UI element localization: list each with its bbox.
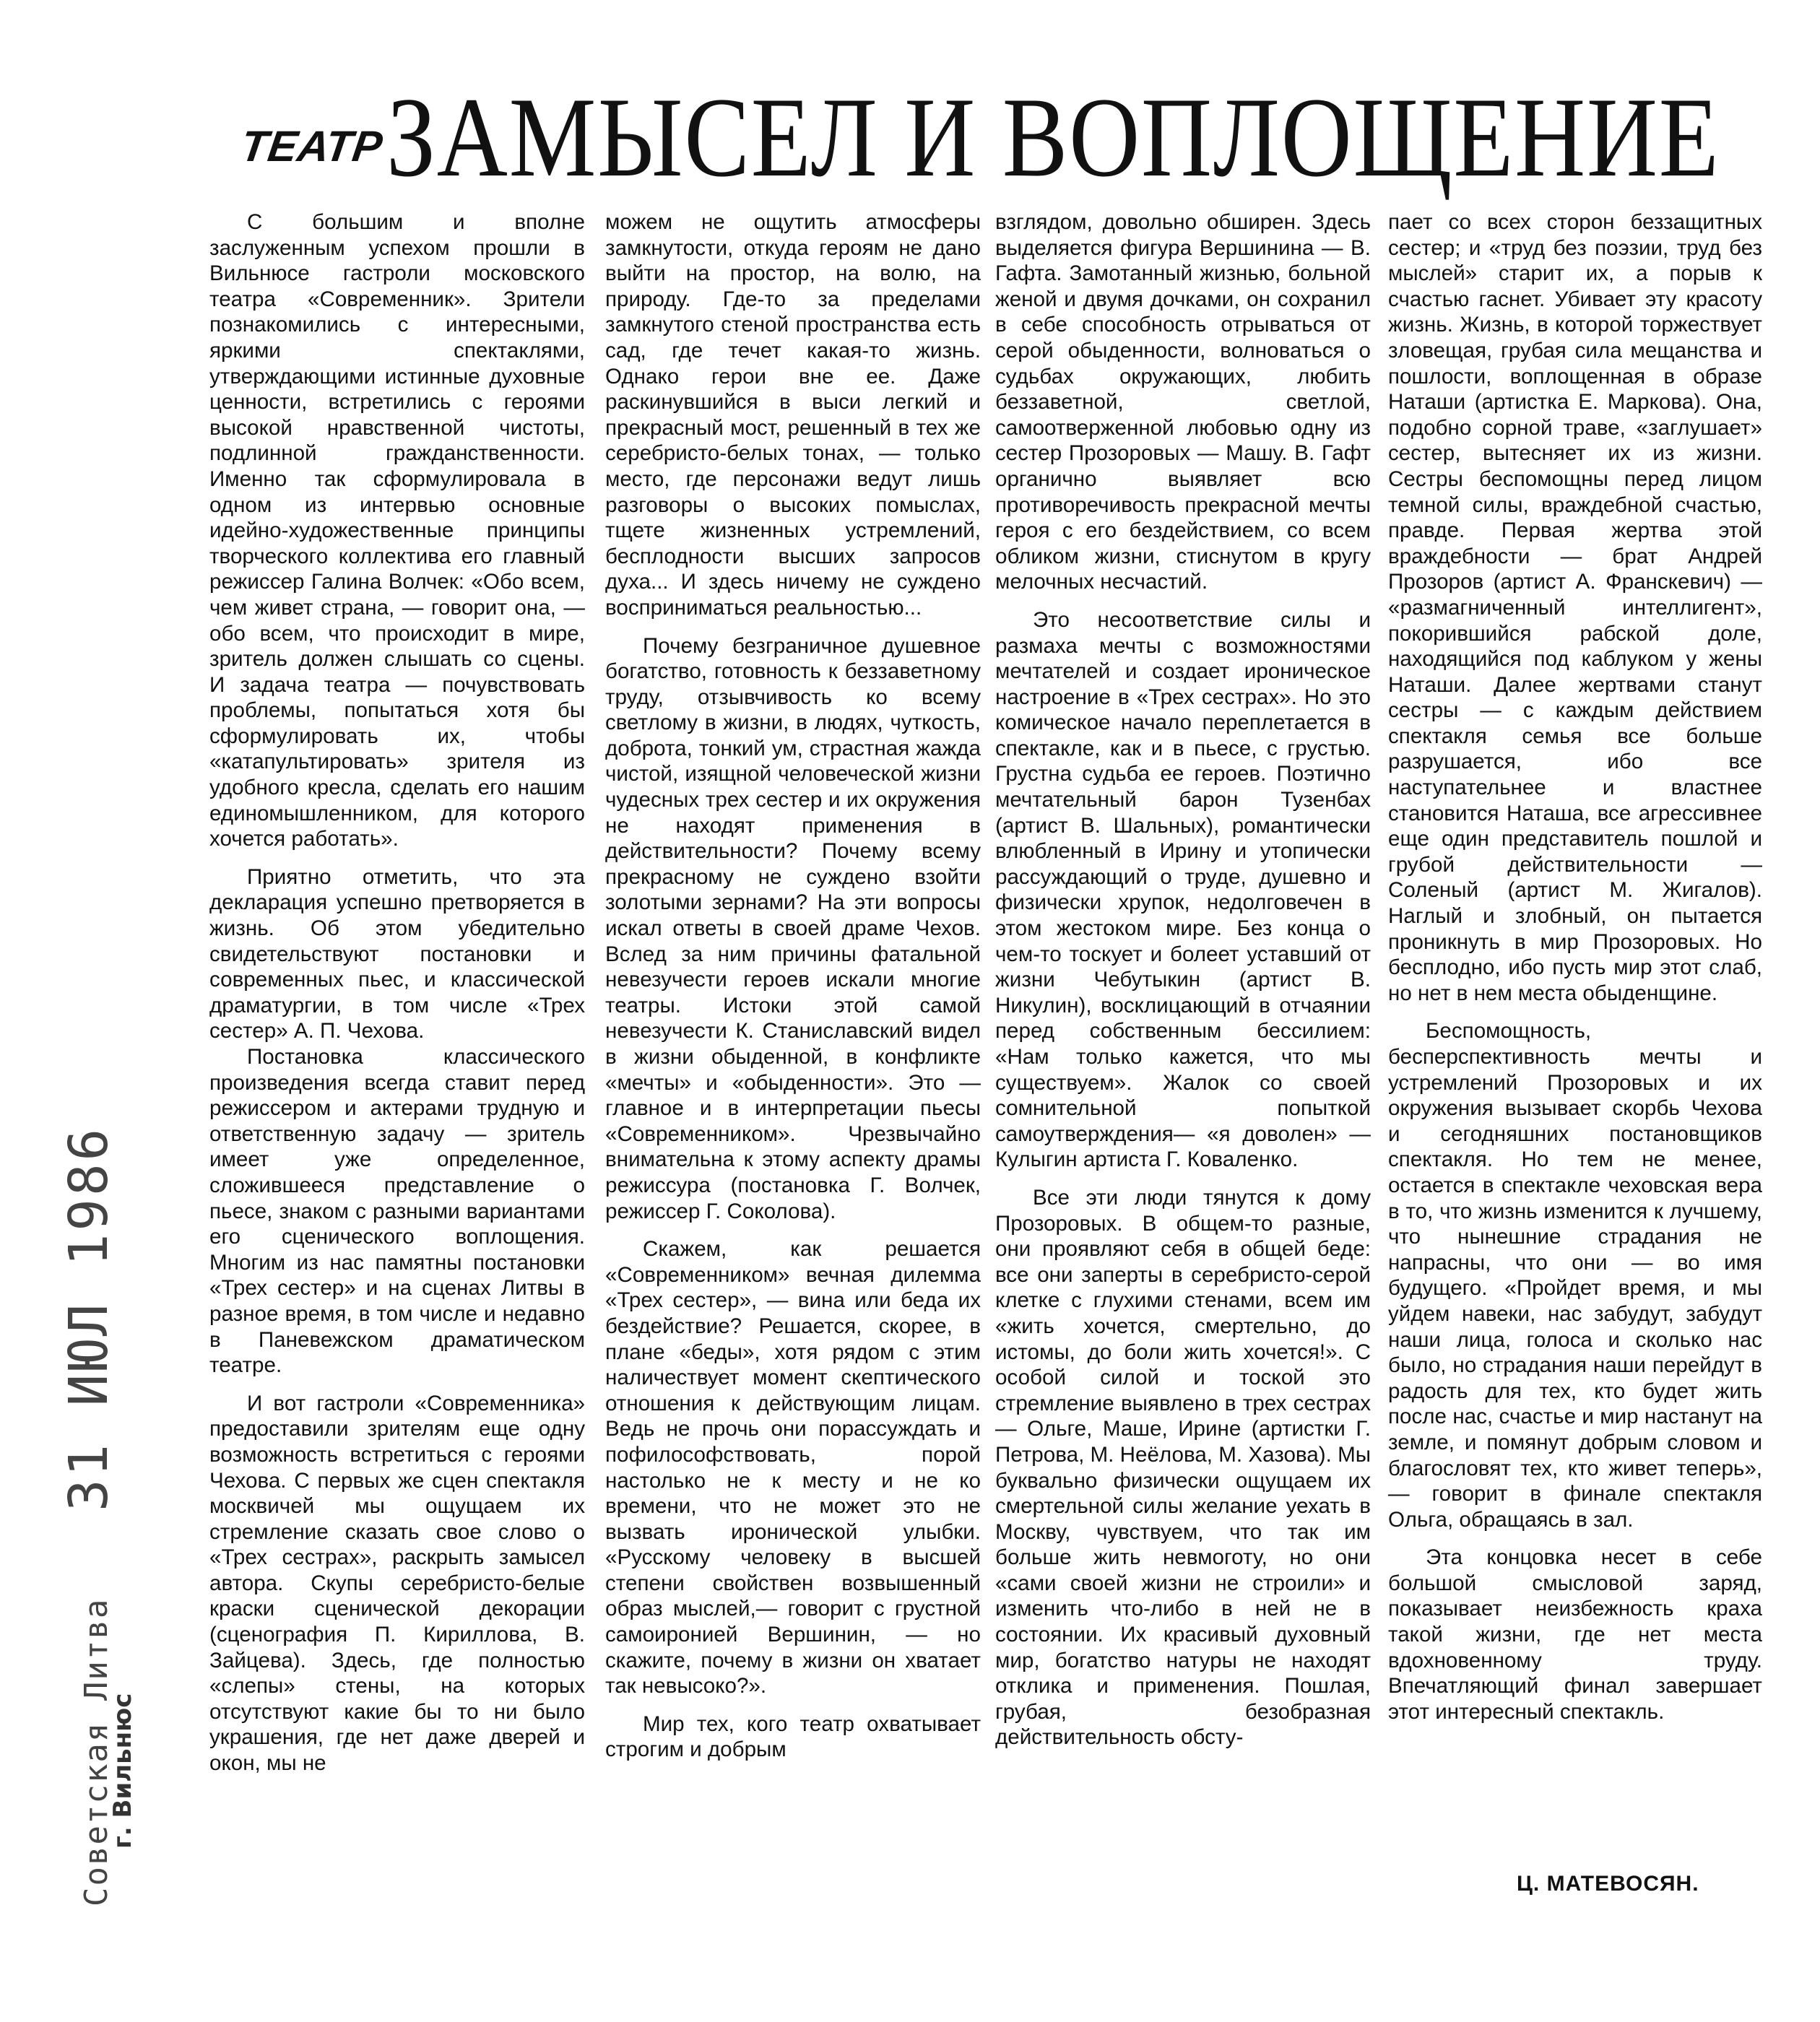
article-column-2 bbox=[605, 209, 981, 1763]
paragraph: Все эти люди тянутся к дому Прозоровых. В общем-то разные, они проявляют себя в общей беде: все они заперты в серебристо-серой клетке с глухими стенами, всем им «жить хочется, смертельно, до истомы, до боли жить хочется!». С особой силой и тоской это стремление выявлено в трех сестрах — Ольге, Маше, Ирине (артистки Г. Петрова, М. Неёлова, М. Хазова). Мы буквально физически ощущаем их смертельной силы желание уехать в Москву, чувствуем, что так им больше жить невмоготу, но они «сами своей жизни не строили» и изменить что-либо в ней не в состоянии. Их красивый духовный мир, богатство натуры не находят отклика и применения. Пошлая, грубая, безобразная действительность обсту- bbox=[995, 1185, 1371, 1750]
paragraph: С большим и вполне заслуженным успехом прошли в Вильнюсе гастроли московского театра «Современник». Зрители познакомились с интересными, яркими спектаклями, утверждающими истинные духовные ценности, встретились с героями высокой нравственной чистоты, подлинной гражданственности. Именно так сформулировала в одном из интервью основные идейно-художественные принципы творческого коллектива его главный режиссер Галина Волчек: «Обо всем, чем живет страна, — говорит она, — обо всем, что происходит в мире, зритель должен слышать со сцены. И задача театра — почувствовать проблемы, попытаться хотя бы сформулировать их, чтобы «катапультировать» зрителя из удобного кресла, сделать его нашим единомышленником, для которого хочется работать». bbox=[209, 210, 585, 851]
paragraph: Приятно отметить, что эта декларация успешно претворяется в жизнь. Об этом убедительно свидетельствуют постановки и современных пьес, и классической драматургии, в том числе «Трех сестер» А. П. Чехова. bbox=[209, 864, 585, 1043]
stamp-city: г. Вильнюс bbox=[108, 1693, 137, 1849]
paragraph: И вот гастроли «Современника» предоставили зрителям еще одну возможность встретиться с героями Чехова. С первых же сцен спектакля москвичей мы ощущаем их стремление сказать свое слово о «Трех сестрах», раскрыть замысел автора. Скупы серебристо-белые краски сценической декорации (сценография П. Кириллова, В. Зайцева). Здесь, где полностью «слепы» стены, на которых отсутствуют какие бы то ни было украшения, где нет даже дверей и окон, мы не bbox=[209, 1391, 585, 1776]
paragraph: Это несоответствие силы и размаха мечты с возможностями мечтателей и создает ироническое настроение в «Трех сестрах». Но это комическое начало переплетается в спектакле, как и в пьесе, с грустью. Грустна судьба ее героев. Поэтично мечтательный барон Тузенбах (артист В. Шальных), романтически влюбленный в Ирину и утопически рассуждающий о труде, душевно и физически хрупок, недолговечен в этом жестоком мире. Без конца о чем-то тоскует и болеет уставший от жизни Чебутыкин (артист В. Никулин), восклицающий в отчаянии перед собственным бессилием: «Нам только кажется, что мы существуем». Жалок со своей сомнительной попыткой самоутверждения— «я доволен» — Кулыгин артиста Г. Коваленко. bbox=[995, 607, 1371, 1172]
stamp-newspaper-name: Советская Литва bbox=[78, 1597, 115, 1906]
author-signature: Ц. МАТЕВОСЯН. bbox=[1517, 1872, 1699, 1896]
article-column-1 bbox=[209, 209, 585, 1776]
paragraph: можем не ощутить атмосферы замкнутости, откуда героям не дано выйти на простор, на волю, на природу. Где-то за пределами замкнутого стеной пространства есть сад, где течет какая-то жизнь. Однако герои вне ее. Даже раскинувшийся в выси легкий и прекрасный мост, решенный в тех же серебристо-белых тонах, — только место, где персонажи ведут лишь разговоры о высоких помыслах, тщете жизненных устремлений, бесплодности высших запросов духа... И здесь ничему не суждено восприниматься реальностью... bbox=[605, 210, 981, 620]
article-header bbox=[231, 74, 1777, 202]
article-column-4 bbox=[1388, 209, 1762, 1724]
paragraph: Скажем, как решается «Современником» вечная дилемма «Трех сестер», — вина или беда их бездействие? Решается, скорее, в плане «беды», хотя рядом с этим наличествует момент скептического отношения к действующим лицам. Ведь не прочь они порассуждать и пофилософствовать, порой настолько не к месту и не ко времени, что не может это не вызвать иронической улыбки. «Русскому человеку в высшей степени свойствен возвышенный образ мыслей,— говорит с грустной самоиронией Вершинин, — но скажите, почему в жизни он хватает так невысоко?». bbox=[605, 1237, 981, 1698]
paragraph: Эта концовка несет в себе большой смысловой заряд, показывает неизбежность краха такой жизни, где нет места вдохновенному труду. Впечатляющий финал завершает этот интересный спектакль. bbox=[1388, 1545, 1762, 1724]
paragraph: Мир тех, кого театр охватывает строгим и добрым bbox=[605, 1711, 981, 1762]
paragraph: взглядом, довольно обширен. Здесь выделяется фигура Вершинина — В. Гафта. Замотанный жизнью, больной женой и двумя дочками, он сохранил в себе способность отрываться от серой обыденности, волноваться о судьбах окружающих, любить беззаветной, светлой, самоотверженной любовью одну из сестер Прозоровых — Машу. В. Гафт органично выявляет всю противоречивость прекрасной мечты героя с его бездействием, со всем обликом жизни, стиснутом в кругу мелочных несчастий. bbox=[995, 210, 1371, 594]
stamp-date: 31 ИЮЛ 1986 bbox=[58, 1125, 120, 1511]
section-rubric: ТЕАТР bbox=[238, 122, 386, 170]
paragraph: Постановка классического произведения всегда ставит перед режиссером и актерами трудную и ответственную задачу — зритель имеет уже определенное, сложившееся представление о пьесе, знаком с разными вариантами его сценического воплощения. Многим из нас памятны постановки «Трех сестер» и на сценах Литвы в разное время, в том числе и недавно в Паневежском драматическом театре. bbox=[209, 1045, 585, 1378]
paragraph: Беспомощность, бесперспективность мечты и устремлений Прозоровых и их окружения вызывает скорбь Чехова и сегодняшних постановщиков спектакля. Но тем не менее, остается в спектакле чеховская вера в то, что жизнь изменится к лучшему, что нынешние страдания не напрасны, что они — во имя будущего. «Пройдет время, и мы уйдем навеки, нас забудут, забудут наши лица, голоса и сколько нас было, но страдания наши перейдут в радость для тех, кто будет жить после нас, счастье и мир настанут на земле, и помянут добрым словом и благословят тех, кто живет теперь», — говорит в финале спектакля Ольга, обращаясь в зал. bbox=[1388, 1019, 1762, 1532]
article-column-3 bbox=[995, 209, 1371, 1750]
article-title: ЗАМЫСЕЛ И ВОПЛОЩЕНИЕ bbox=[386, 74, 1720, 201]
paragraph: Почему безграничное душевное богатство, готовность к беззаветному труду, отзывчивость ко всему светлому в жизни, в людях, чуткость, доброта, тонкий ум, страстная жажда чистой, изящной человеческой жизни чудесных трех сестер и их окружения не находят применения в действительности? Почему всему прекрасному не суждено взойти золотыми зернами? На эти вопросы искал ответы в своей драме Чехов. Вслед за ним причины фатальной невезучести героев искали многие театры. Истоки этой самой невезучести К. Станиславский видел в жизни обыденной, в конфликте «мечты» и «обыденности». Это — главное и в интерпретации пьесы «Современником». Чрезвычайно внимательна к этому аспекту драмы режиссура (постановка Г. Волчек, режиссер Г. Соколова). bbox=[605, 633, 981, 1223]
paragraph: пает со всех сторон беззащитных сестер; и «труд без поэзии, труд без мыслей» старит их, а порыв к счастью гаснет. Убивает эту красоту жизнь. Жизнь, в которой торжествует зловещая, грубая сила мещанства и пошлости, воплощенная в образе Наташи (артистка Е. Маркова). Она, подобно сорной траве, «заглушает» сестер, вытесняет их из жизни. Сестры беспомощны перед лицом темной силы, враждебной счастью, правде. Первая жертва этой враждебности — брат Андрей Прозоров (артист А. Франскевич) — «размагниченный интеллигент», покорившийся рабской доле, находящийся под каблуком у жены Наташи. Далее жертвами станут сестры — с каждым действием спектакля семья все больше разрушается, ибо все наступательнее и властнее становится Наташа, все агрессивнее еще один представитель пошлой и грубой действительности — Соленый (артист М. Жигалов). Наглый и злобный, он пытается проникнуть в мир Прозоровых. Но бесплодно, ибо пусть мир этот слаб, но нет в нем места обыденщине. bbox=[1388, 210, 1762, 1005]
